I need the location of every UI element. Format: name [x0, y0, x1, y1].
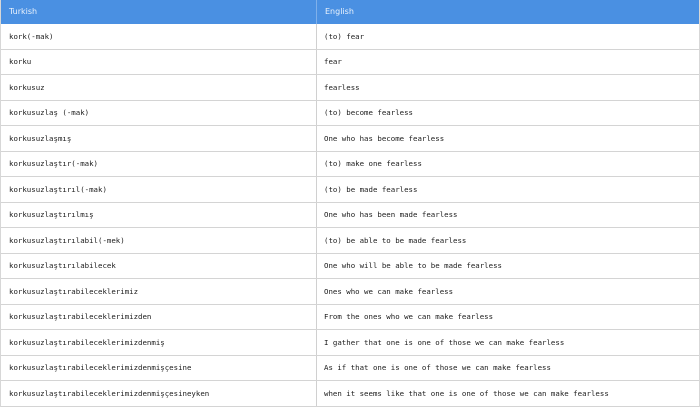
table-row	[1, 101, 699, 127]
table-row	[1, 279, 699, 305]
cell-turkish: korkusuzlaş (-mak)	[1, 101, 317, 126]
table-row	[1, 305, 699, 331]
cell-english: (to) fear	[324, 31, 365, 41]
table-row	[1, 24, 699, 50]
cell-turkish: korkusuzlaştırıl(-mak)	[1, 177, 317, 202]
table-row	[1, 126, 699, 152]
table-body	[1, 24, 699, 407]
cell-english: (to) make one fearless	[324, 159, 422, 169]
table-row	[1, 177, 699, 203]
cell-turkish: korkusuzlaştırılmış	[1, 203, 317, 228]
cell-english: I gather that one is one of those we can make fearless	[324, 337, 565, 347]
table-row	[1, 356, 699, 382]
cell-english: (to) be able to be made fearless	[324, 235, 467, 245]
table-row	[1, 50, 699, 76]
table-header	[1, 0, 699, 24]
table-row	[1, 228, 699, 254]
table-row	[1, 75, 699, 101]
cell-english: when it seems like that one is one of those we can make fearless	[324, 388, 609, 398]
cell-english: One who has become fearless	[324, 133, 445, 143]
cell-turkish: korkusuzlaştırabileceklerimizdenmişçesine	[1, 356, 317, 381]
cell-english: As if that one is one of those we can make fearless	[324, 363, 551, 373]
cell-english: One who has been made fearless	[324, 210, 458, 220]
column-header-english: English	[325, 7, 354, 16]
cell-turkish: korkusuzlaştır(-mak)	[1, 152, 317, 177]
cell-turkish: korku	[1, 50, 317, 75]
cell-english: Ones who we can make fearless	[324, 286, 454, 296]
cell-turkish: korkusuzlaştırabileceklerimizdenmiş	[1, 330, 317, 355]
column-header-turkish: Turkish	[1, 0, 317, 24]
table-row	[1, 203, 699, 229]
cell-english: (to) become fearless	[324, 108, 413, 118]
cell-english: From the ones who we can make fearless	[324, 312, 494, 322]
cell-turkish: korkusuzlaştırabileceklerimiz	[1, 279, 317, 304]
cell-turkish: korkusuzlaştırabileceklerimizden	[1, 305, 317, 330]
cell-english: (to) be made fearless	[324, 184, 418, 194]
cell-english: fear	[324, 57, 342, 67]
table-row	[1, 381, 699, 407]
table-row	[1, 254, 699, 280]
cell-turkish: korkusuzlaşmış	[1, 126, 317, 151]
cell-turkish: kork(-mak)	[1, 24, 317, 49]
cell-turkish: korkusuzlaştırabileceklerimizdenmişçesineyken	[1, 381, 317, 406]
cell-turkish: korkusuz	[1, 75, 317, 100]
cell-turkish: korkusuzlaştırılabil(-mek)	[1, 228, 317, 253]
cell-turkish: korkusuzlaştırılabilecek	[1, 254, 317, 279]
cell-english: One who will be able to be made fearless	[324, 261, 502, 271]
cell-english: fearless	[324, 82, 360, 92]
table-row	[1, 152, 699, 178]
table-row	[1, 330, 699, 356]
